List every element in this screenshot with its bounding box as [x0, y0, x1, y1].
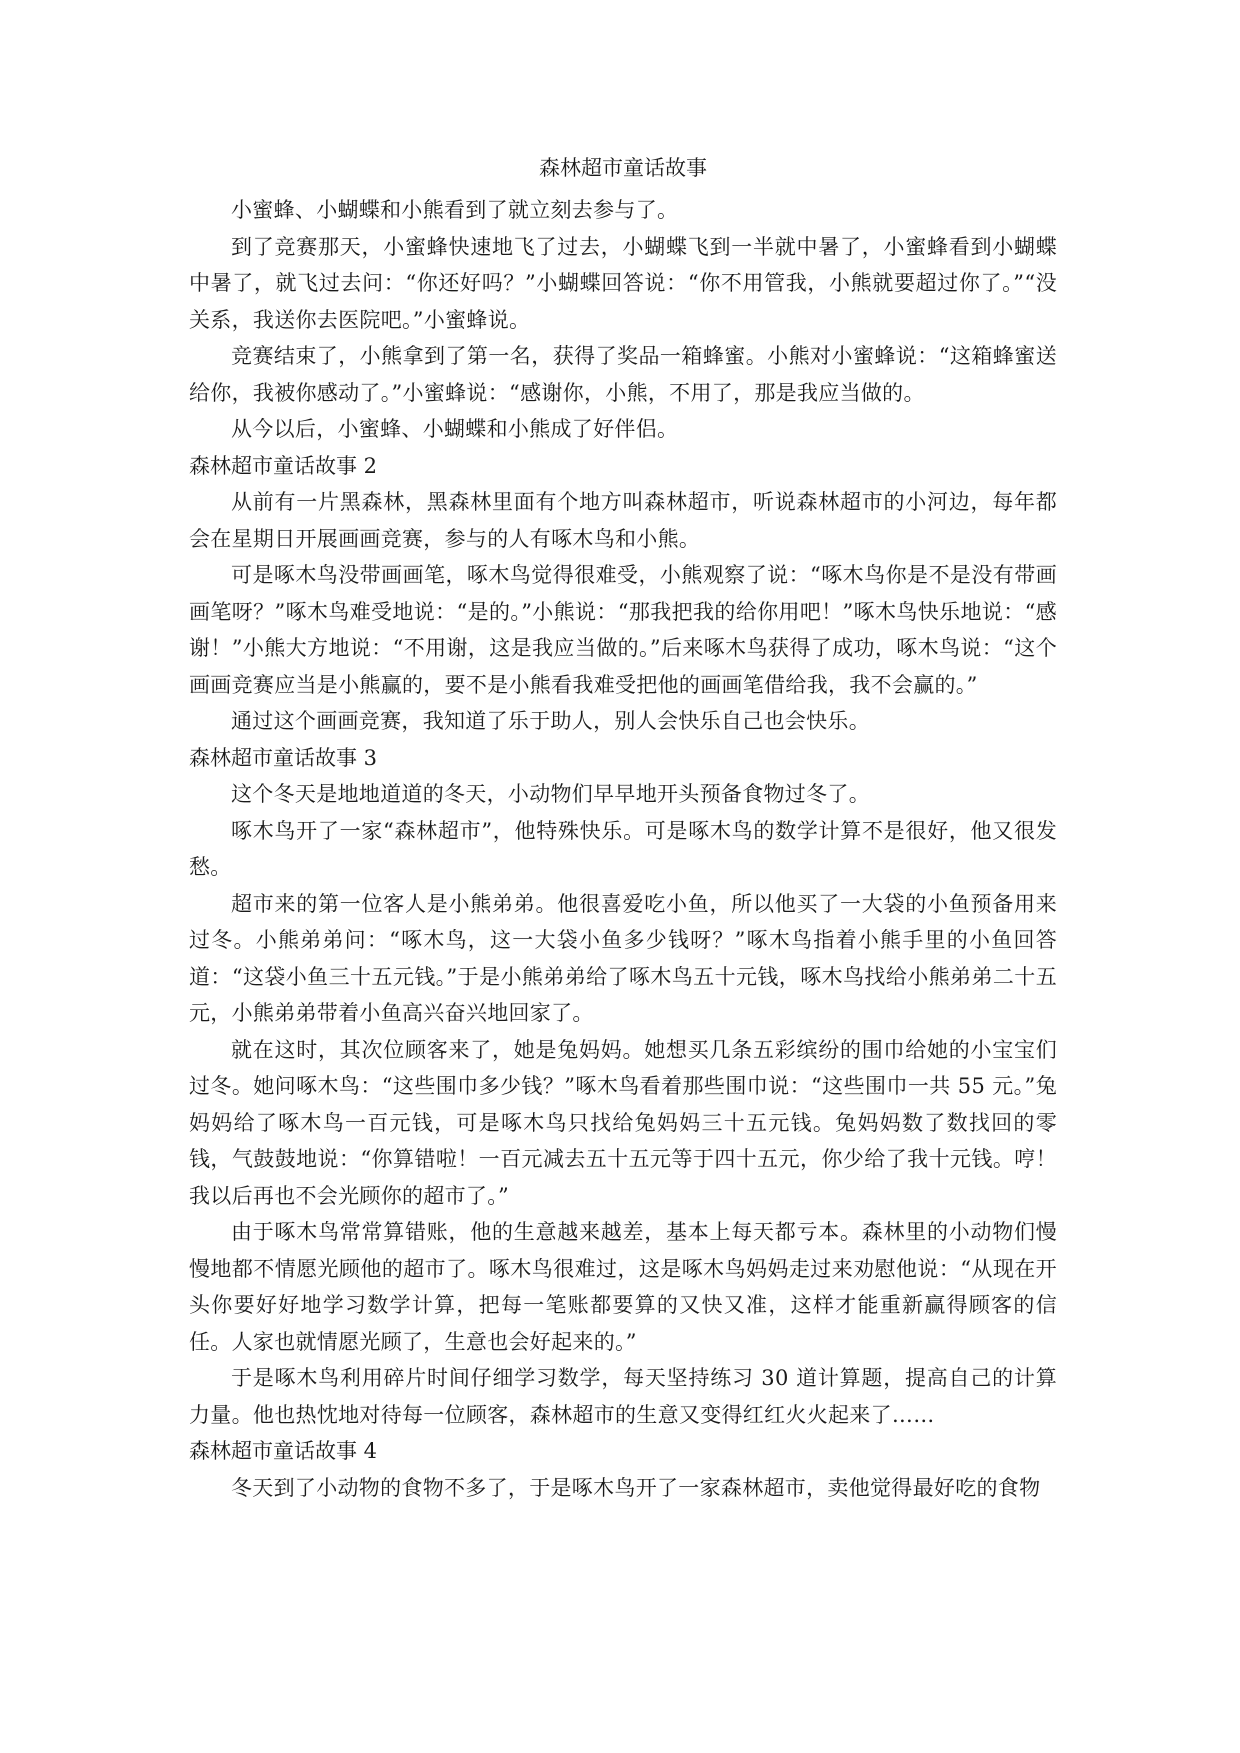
section-3	[189, 740, 1057, 1434]
section-4	[189, 1433, 1057, 1506]
paragraph: 小蜜蜂、小蝴蝶和小熊看到了就立刻去参与了。	[231, 198, 679, 222]
paragraph: 通过这个画画竞赛，我知道了乐于助人，别人会快乐自己也会快乐。	[231, 709, 870, 733]
section-1	[189, 192, 1057, 448]
section-2	[189, 448, 1057, 740]
paragraph: 可是啄木鸟没带画画笔，啄木鸟觉得很难受，小熊观察了说：“啄木鸟你是不是没有带画画笔呀？”啄木鸟难受地说：“是的。”小熊说：“那我把我的给你用吧！”啄木鸟快乐地说：“感谢！”小熊大方地说：“不用谢，这是我应当做的。”后来啄木鸟获得了成功，啄木鸟说：“这个画画竞赛应当是小熊赢的，要不是小熊看我难受把他的画画笔借给我，我不会赢的。”	[189, 563, 1057, 697]
paragraph: 竞赛结束了，小熊拿到了第一名，获得了奖品一箱蜂蜜。小熊对小蜜蜂说：“这箱蜂蜜送给你，我被你感动了。”小蜜蜂说：“感谢你，小熊，不用了，那是我应当做的。	[189, 344, 1057, 405]
paragraph: 冬天到了小动物的食物不多了，于是啄木鸟开了一家森林超市，卖他觉得最好吃的食物	[231, 1475, 1041, 1500]
section-heading: 森林超市童话故事 4	[189, 1439, 378, 1463]
document-title: 森林超市童话故事	[539, 156, 707, 180]
paragraph: 啄木鸟开了一家“森林超市”，他特殊快乐。可是啄木鸟的数学计算不是很好，他又很发愁。	[189, 818, 1057, 879]
paragraph: 由于啄木鸟常常算错账，他的生意越来越差，基本上每天都亏本。森林里的小动物们慢慢地都不情愿光顾他的超市了。啄木鸟很难过，这是啄木鸟妈妈走过来劝慰他说：“从现在开头你要好好地学习数学计算，把每一笔账都要算的又快又准，这样才能重新赢得顾客的信任。人家也就情愿光顾了，生意也会好起来的。”	[189, 1220, 1057, 1354]
paragraph: 从前有一片黑森林，黑森林里面有个地方叫森林超市，听说森林超市的小河边，每年都会在星期日开展画画竞赛，参与的人有啄木鸟和小熊。	[189, 490, 1057, 551]
paragraph: 到了竞赛那天，小蜜蜂快速地飞了过去，小蝴蝶飞到一半就中暑了，小蜜蜂看到小蝴蝶中暑了，就飞过去问：“你还好吗？”小蝴蝶回答说：“你不用管我，小熊就要超过你了。”“没关系，我送你去医院吧。”小蜜蜂说。	[189, 234, 1057, 332]
section-heading: 森林超市童话故事 3	[189, 745, 378, 770]
paragraph: 于是啄木鸟利用碎片时间仔细学习数学，每天坚持练习 30 道计算题，提高自己的计算力量。他也热忱地对待每一位顾客，森林超市的生意又变得红红火火起来了……	[189, 1366, 1057, 1427]
paragraph: 超市来的第一位客人是小熊弟弟。他很喜爱吃小鱼，所以他买了一大袋的小鱼预备用来过冬。小熊弟弟问：“啄木鸟，这一大袋小鱼多少钱呀？”啄木鸟指着小熊手里的小鱼回答道：“这袋小鱼三十五元钱。”于是小熊弟弟给了啄木鸟五十元钱，啄木鸟找给小熊弟弟二十五元，小熊弟弟带着小鱼高兴奋兴地回家了。	[189, 891, 1057, 1025]
paragraph: 从今以后，小蜜蜂、小蝴蝶和小熊成了好伴侣。	[231, 417, 679, 441]
document-page	[189, 152, 1057, 1506]
paragraph: 就在这时，其次位顾客来了，她是兔妈妈。她想买几条五彩缤纷的围巾给她的小宝宝们过冬。她问啄木鸟：“这些围巾多少钱？”啄木鸟看着那些围巾说：“这些围巾一共 55 元。”兔妈妈给了啄木鸟一百元钱，可是啄木鸟只找给兔妈妈三十五元钱。兔妈妈数了数找回的零钱，气鼓鼓地说：“你算错啦！一百元减去五十五元等于四十五元，你少给了我十元钱。哼！我以后再也不会光顾你的超市了。”	[189, 1037, 1057, 1208]
paragraph: 这个冬天是地地道道的冬天，小动物们早早地开头预备食物过冬了。	[231, 782, 870, 806]
section-heading: 森林超市童话故事 2	[189, 453, 378, 478]
